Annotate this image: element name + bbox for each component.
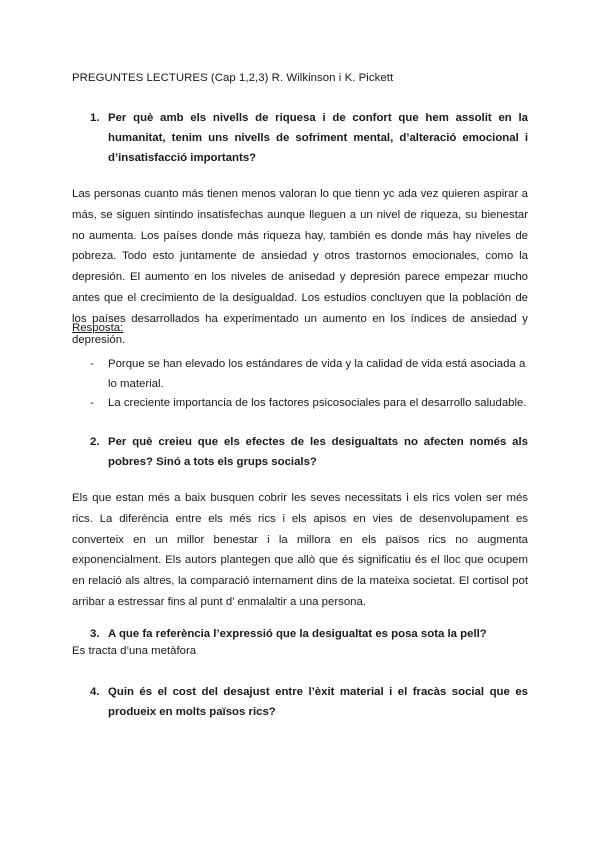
- question-2: [90, 432, 528, 472]
- document-header: PREGUNTES LECTURES (Cap 1,2,3) R. Wilkinson i K. Pickett: [72, 72, 394, 84]
- bullet-text: Porque se han elevado los estándares de vida y la calidad de vida está asociada a lo material.: [108, 358, 526, 390]
- question-4: [90, 682, 528, 722]
- question-4-number: 4.: [90, 686, 100, 698]
- answer-1-paragraph: Las personas cuanto más tienen menos valoran lo que tienn yc ada vez quieren aspirar a más, se siguen sintindo insatisfechas aunque lleguen a un nivel de riqueza, su bienestar no aumenta. Los países donde más riqueza hay, también es donde más hay niveles de pobreza. Todo esto juntamente de ansiedad y otros trastornos emocionales, como la depresión. El aumento en los niveles de anisedad y depresión parece empezar mucho antes que el crecimiento de la desigualdad. Los estudios concluyen que la población de los países desarrollados ha experimentado un aumento en los índices de ansiedad y depresión.: [72, 188, 528, 346]
- list-item: [90, 355, 528, 394]
- question-3-number: 3.: [90, 628, 100, 640]
- answer-2-paragraph: Els que estan més a baix busquen cobrir les seves necessitats i els rics volen ser més rics. La diferència entre els més rics i els apisos en vies de desenvolupament es converteix en un millor benestar i la millora en els països rics no augmenta exponencialment. Els autors plantegen que allò que és significatiu és el lloc que ocupem en relació als altres, la comparació internament dins de la mateixa societat. El cortisol pot arribar a estressar fins al punt d’ enmalaltir a una persona.: [72, 492, 528, 608]
- question-1: [90, 108, 528, 168]
- list-item: [90, 394, 528, 414]
- question-2-number: 2.: [90, 436, 100, 448]
- question-1-number: 1.: [90, 112, 100, 124]
- bullet-dash: -: [90, 397, 94, 410]
- question-1-text: Per què amb els nivells de riquesa i de confort que hem assolit en la humanitat, tenim uns nivells de sofriment mental, d’alteració emocional i d’insatisfacció importants?: [108, 112, 528, 164]
- question-4-text: Quin és el cost del desajust entre l’èxit material i el fracàs social que es produeix en molts països rics?: [108, 686, 528, 718]
- question-3-text: A que fa referència l’expressió que la desigualtat es posa sota la pell?: [108, 628, 487, 640]
- resposta-label: Resposta:: [72, 322, 124, 334]
- answer-1-bullets: [90, 355, 528, 414]
- answer-3-text: Es tracta d’una metàfora: [72, 645, 197, 657]
- question-2-text: Per què creieu que els efectes de les desigualtats no afecten només als pobres? Sinó a tots els grups socials?: [108, 436, 528, 468]
- question-3: [90, 624, 528, 644]
- bullet-text: La creciente importancia de los factores psicosociales para el desarrollo saludable.: [108, 397, 527, 410]
- bullet-dash: -: [90, 358, 94, 370]
